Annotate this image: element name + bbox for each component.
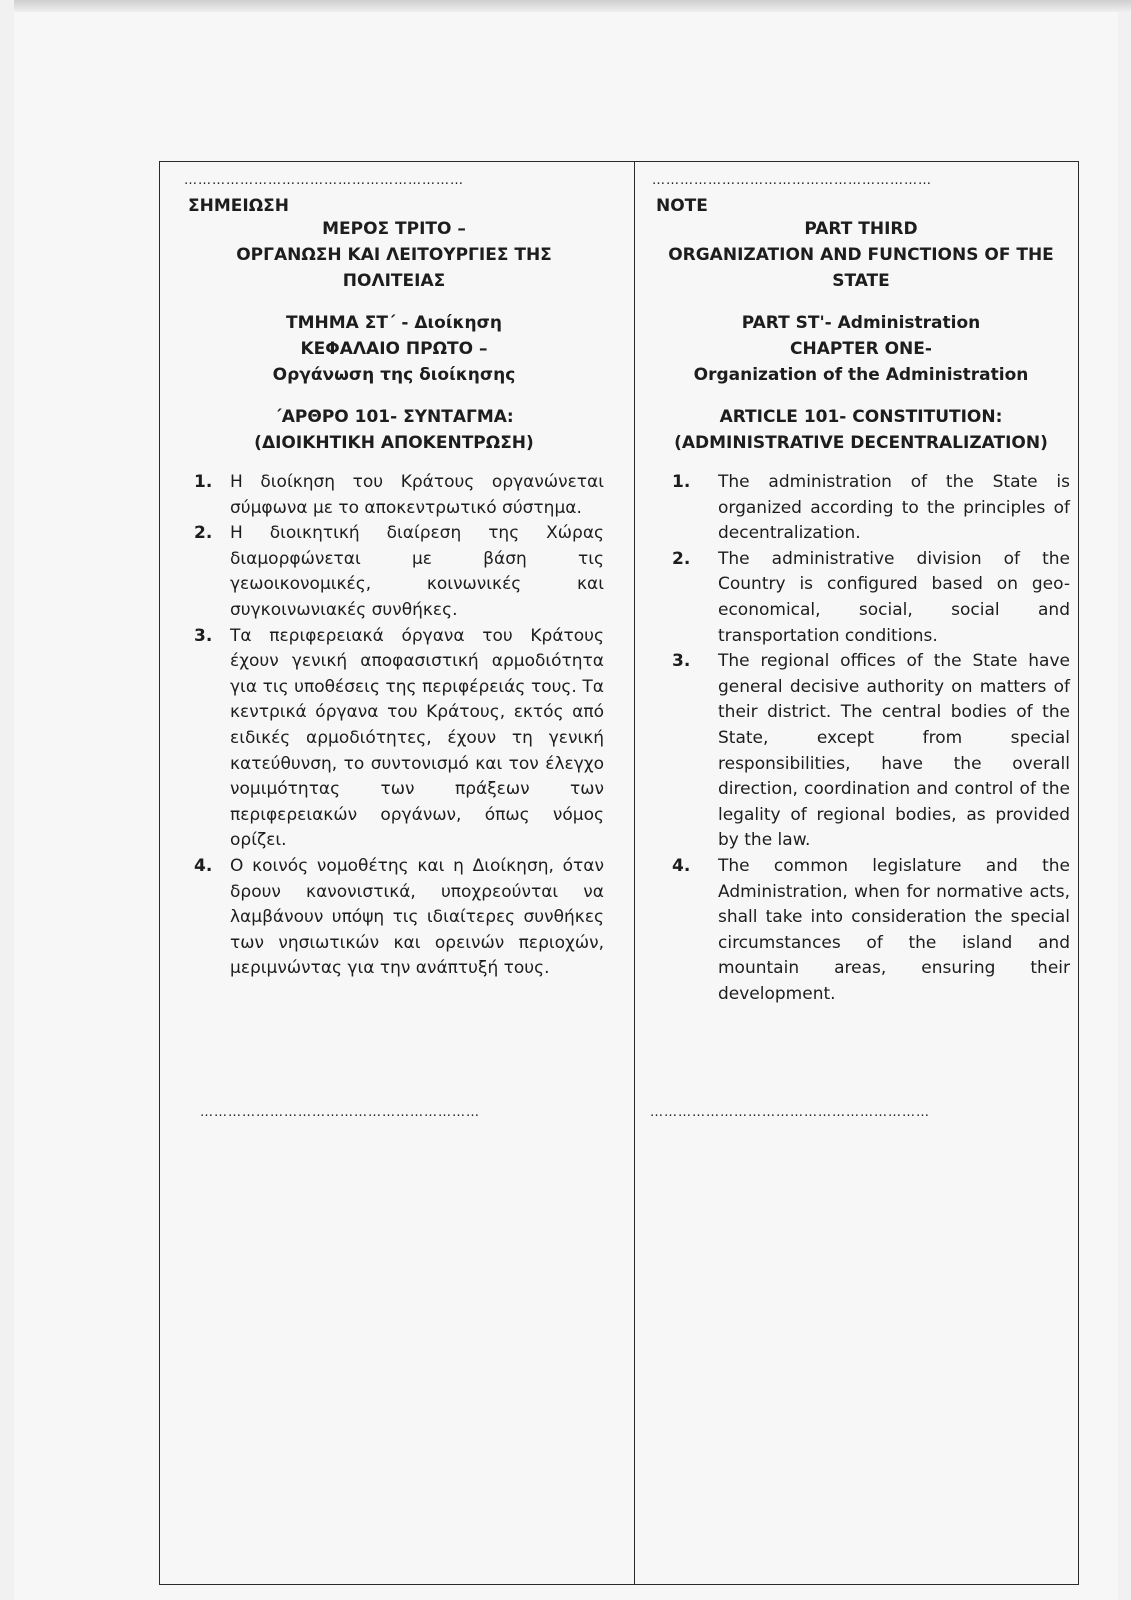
- note-label: ΣΗΜΕΙΩΣΗ: [188, 196, 289, 216]
- column-divider: [634, 162, 635, 1584]
- chapter-heading: [184, 310, 604, 388]
- chapter-line-2: Organization of the Administration: [693, 365, 1029, 385]
- bottom-dotted-line-right: ……………………………………………………: [650, 1108, 930, 1120]
- top-dotted-line: ……………………………………………………: [184, 176, 464, 188]
- list-item: [652, 470, 1070, 547]
- item-text: Τα περιφερειακά όργανα του Κράτους έχουν γενική αποφασιστική αρμοδιότητα για τις υποθέσεις της περιφέρειάς τους. Τα κεντρικά όργανα του Κράτους, εκτός από ειδικές αρμοδιότητες, έχουν τη γενική κατεύθυνση, το συντονισμό και τον έλεγχο νομιμότητας των πράξεων των περιφερειακών οργάνων, όπως νόμος ορίζει.: [230, 625, 604, 851]
- list-item: [184, 624, 604, 854]
- list-item: [184, 470, 604, 521]
- item-text: Η διοικητική διαίρεση της Χώρας διαμορφώνεται με βάση τις γεωοικονομικές, κοινωνικές και συγκοινωνιακές συνθήκες.: [230, 523, 604, 620]
- article-heading: [652, 404, 1070, 456]
- item-number: 3.: [194, 625, 213, 646]
- item-text: Ο κοινός νομοθέτης και η Διοίκηση, όταν δρουν κανονιστικά, υποχρεούνται να λαμβάνουν υπόψη τις ιδιαίτερες συνθήκες των νησιωτικών και ορεινών περιοχών, μεριμνώντας για την ανάπτυξή τους.: [230, 855, 604, 979]
- item-number: 4.: [194, 855, 213, 876]
- chapter-line-1: ΚΕΦΑΛΑΙΟ ΠΡΩΤΟ –: [300, 339, 488, 359]
- article-line-1: ΄ΑΡΘΡΟ 101- ΣΥΝΤΑΓΜΑ:: [274, 407, 514, 427]
- list-item: [184, 854, 604, 982]
- item-number: 3.: [672, 651, 691, 672]
- article-heading: [184, 404, 604, 456]
- bilingual-table: [159, 161, 1079, 1585]
- item-text: The common legislature and the Administration, when for normative acts, shall take into consideration the special circumstances of the island and mountain areas, ensuring their development.: [718, 855, 1070, 1004]
- top-dotted-line: ……………………………………………………: [652, 176, 932, 188]
- part-line-3: STATE: [832, 271, 890, 291]
- english-column: [652, 162, 1070, 1007]
- article-line-2: (ΔΙΟΙΚΗΤΙΚΗ ΑΠΟΚΕΝΤΡΩΣΗ): [254, 433, 534, 453]
- list-item: [652, 854, 1070, 1008]
- note-label: NOTE: [656, 196, 708, 216]
- list-item: [652, 547, 1070, 649]
- part-line-1: PART THIRD: [804, 219, 918, 239]
- part-line-1: ΜΕΡΟΣ ΤΡΙΤΟ –: [322, 219, 466, 239]
- item-text: Η διοίκηση του Κράτους οργανώνεται σύμφωνα με το αποκεντρωτικό σύστημα.: [230, 472, 604, 518]
- item-number: 1.: [194, 472, 213, 492]
- section-title: ΤΜΗΜΑ ΣΤ΄ - Διοίκηση: [286, 313, 502, 333]
- part-line-2: ΟΡΓΑΝΩΣΗ ΚΑΙ ΛΕΙΤΟΥΡΓΙΕΣ ΤΗΣ: [236, 245, 552, 265]
- item-text: The regional offices of the State have general decisive authority on matters of their district. The central bodies of the State, except from special responsibilities, have the overall direction, coordination and control of the legality of regional bodies, as provided by the law.: [718, 651, 1070, 851]
- item-number: 4.: [672, 855, 691, 876]
- article-items: [184, 470, 604, 982]
- greek-column: [184, 162, 604, 982]
- list-item: [184, 521, 604, 623]
- item-text: The administrative division of the Country is configured based on geo-economical, social, social and transportation conditions.: [718, 548, 1070, 646]
- scan-edge: [14, 0, 1131, 12]
- article-line-1: ARTICLE 101- CONSTITUTION:: [719, 407, 1003, 427]
- list-item: [652, 649, 1070, 854]
- article-items: [652, 470, 1070, 1007]
- part-heading: [652, 216, 1070, 294]
- part-line-3: ΠΟΛΙΤΕΙΑΣ: [342, 271, 446, 291]
- item-text: The administration of the State is organized according to the principles of decentralization.: [718, 472, 1070, 544]
- chapter-line-1: CHAPTER ONE-: [790, 339, 932, 359]
- chapter-line-2: Οργάνωση της διοίκησης: [272, 365, 516, 385]
- chapter-heading: [652, 310, 1070, 388]
- part-heading: [184, 216, 604, 294]
- article-line-2: (ADMINISTRATIVE DECENTRALIZATION): [674, 433, 1048, 453]
- document-page: [14, 0, 1118, 1600]
- item-number: 2.: [672, 548, 691, 569]
- item-number: 2.: [194, 523, 213, 544]
- item-number: 1.: [672, 472, 691, 492]
- part-line-2: ORGANIZATION AND FUNCTIONS OF THE: [668, 245, 1054, 265]
- bottom-dotted-line-left: ……………………………………………………: [200, 1108, 480, 1120]
- section-title: PART ST'- Administration: [741, 313, 981, 333]
